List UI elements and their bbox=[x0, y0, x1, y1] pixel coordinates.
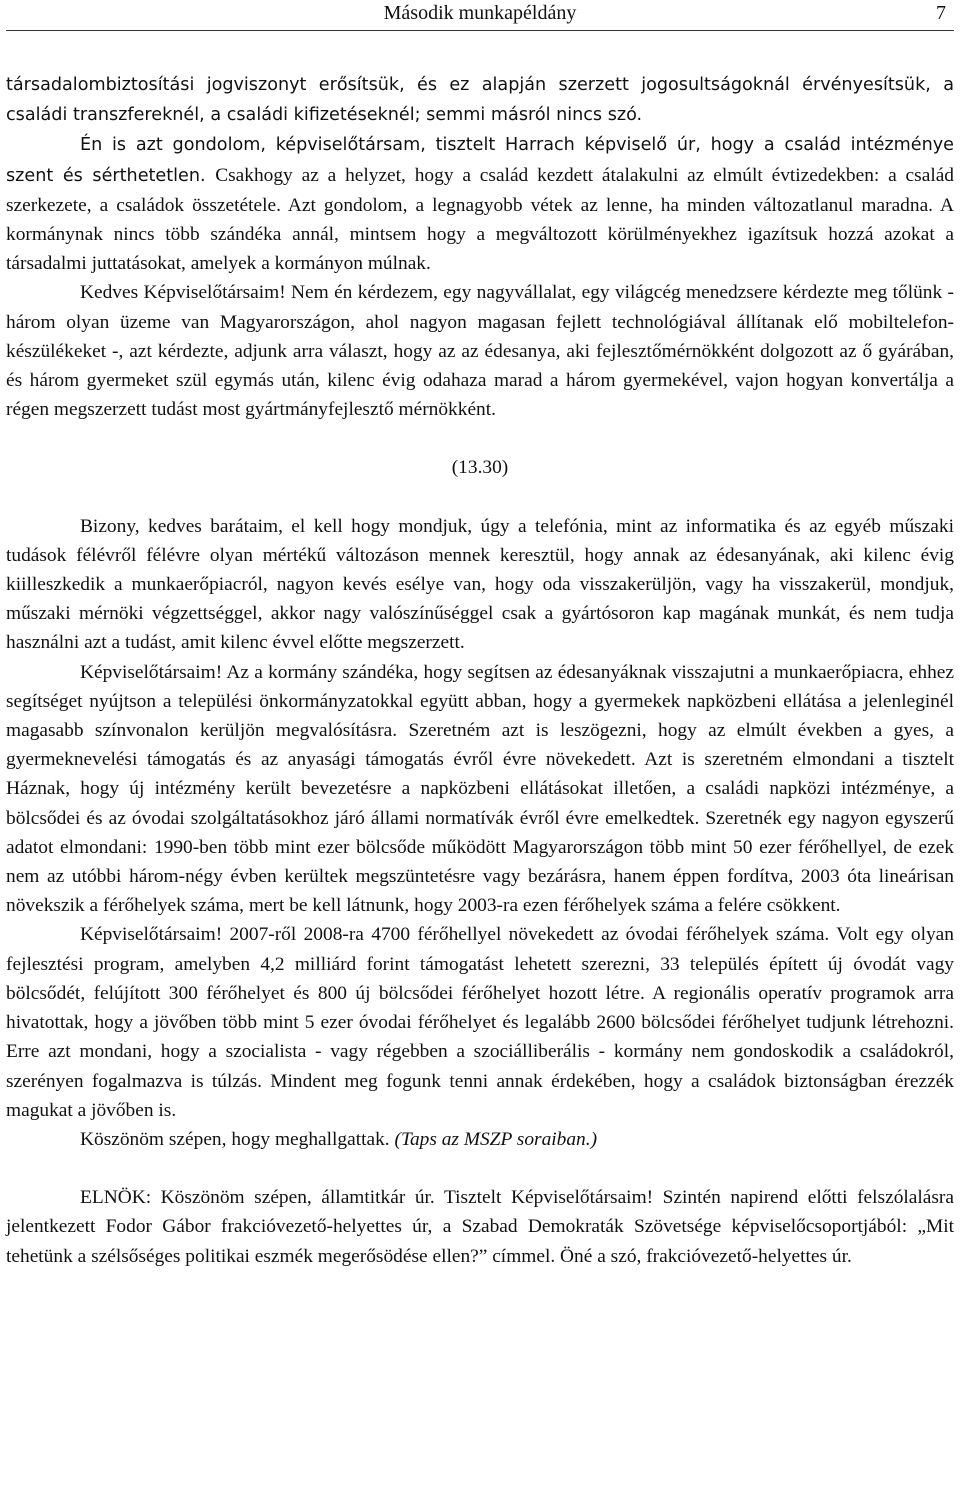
paragraph-4-text: Bizony, kedves barátaim, el kell hogy mondjuk, úgy a telefónia, mint az informatika és az egyéb műszaki tudások félévről félévre olyan mértékű változáson mennek keresztül, hogy annak az édesanyának, aki kilenc évig kiilleszkedik a munkaerőpiacról, nagyon kevés esélye van, hogy oda visszakerüljön, vagy ha visszakerül, mondjuk, műszaki mérnöki végzettséggel, akkor nagy valószínűséggel csak a gyártósoron kap magának munkát, és nem tudja használni azt a tudást, amit kilenc évvel előtte megszerzett. bbox=[6, 515, 954, 654]
page-number: 7 bbox=[936, 2, 946, 24]
paragraph-8 bbox=[6, 1183, 954, 1271]
running-header bbox=[6, 0, 954, 31]
paragraph-2-text-b: Csakhogy az a helyzet, hogy a család kezdett átalakulni az elmúlt évtizedekben: a család szerkezete, a családok összetétele. Azt gondolom, a legnagyobb vétek az lenne, ha minden változatlanul maradna. bbox=[6, 164, 955, 216]
paragraph-7-text: Köszönöm szépen, hogy meghallgattak. bbox=[80, 1128, 395, 1150]
paragraph-4 bbox=[6, 512, 954, 658]
paragraph-3-text: Kedves Képviselőtársaim! Nem én kérdezem, egy nagyvállalat, egy világcég menedzsere kérdezte meg tőlünk - három olyan üzeme van Magyarországon, ahol nagyon magasan fejlett technológiával állítanak elő mobiltelefon-készülékeket -, azt kérdezte, adjunk arra választ, hogy az az édesanya, aki fejlesztőmérnökként dolgozott az ő gyárában, és három gyermeket szül egymás után, kilenc évig odahaza marad a három gyermekével, vajon hogyan konvertálja a régen megszerzett tudást most gyártmányfejlesztő mérnökként. bbox=[6, 282, 954, 421]
paragraph-7 bbox=[6, 1125, 954, 1154]
paragraph-2-text-a: Én is azt gondolom, képviselőtársam, tisztelt Harrach képviselő úr, hogy a család intézménye szent és sérthetetlen. bbox=[6, 135, 954, 186]
paragraph-6 bbox=[6, 920, 954, 1124]
timestamp: (13.30) bbox=[451, 457, 509, 479]
paragraph-8-text: ELNÖK: Köszönöm szépen, államtitkár úr. Tisztelt Képviselőtársaim! Szintén napirend előtti felszólalásra jelentkezett Fodor Gábor frakcióvezető-helyettes úr, a Szabad Demokraták Szövetsége képviselőcsoportjából: „Mit tehetünk a szélsőséges politikai eszmék megerősödése ellen?” címmel. Öné a szó, frakcióvezető-helyettes úr. bbox=[6, 1187, 954, 1267]
paragraph-2 bbox=[6, 130, 954, 278]
stage-direction: (Taps az MSZP soraiban.) bbox=[394, 1128, 598, 1150]
paragraph-2-text-c: A kormánynak nincs több szándéka annál, mintsem hogy a megváltozott körülményekhez igazítsuk hozzá azokat a társadalmi juttatásokat, amelyek a kormányon múlnak. bbox=[6, 194, 954, 275]
paragraph-1-text: társadalombiztosítási jogviszonyt erősítsük, és ez alapján szerzett jogosultságoknál érvényesítsük, a családi transzfereknél, a családi kifizetéseknél; semmi másról nincs szó. bbox=[6, 75, 954, 126]
header-title: Második munkapéldány bbox=[383, 2, 577, 24]
paragraph-3 bbox=[6, 278, 954, 424]
paragraph-5 bbox=[6, 658, 954, 921]
paragraph-5-text: Képviselőtársaim! Az a kormány szándéka, hogy segítsen az édesanyáknak visszajutni a munkaerőpiacra, ehhez segítséget nyújtson a települési önkormányzatokkal együtt abban, hogy a gyermekek napközbeni ellátása a jelenleginél magasabb színvonalon kerüljön megvalósításra. Szeretném azt is leszögezni, hogy az elmúlt években a gyes, a gyermeknevelési támogatás és az anyasági támogatás évről évre növekedett. Azt is szeretném elmondani a tisztelt Háznak, hogy új intézmény került bevezetésre a napközbeni ellátásokat illetően, a családi napközi intézménye, a bölcsődei és az óvodai szolgáltatásokhoz járó állami normatívák évről évre emelkedtek. Szeretnék egy nagyon egyszerű adatot elmondani: 1990-ben több mint ezer bölcsőde működött Magyarországon több mint 50 ezer férőhellyel, de ezek nem az utóbbi három-négy évben kerültek megszüntetésre vagy bezárásra, hanem éppen fordítva, 2003 óta lineárisan növekszik a férőhelyek száma, mert be kell látnunk, hogy 2003-ra ezen férőhelyek száma a felére csökkent. bbox=[6, 661, 954, 917]
document-body bbox=[6, 70, 954, 1271]
paragraph-6-text: Képviselőtársaim! 2007-ről 2008-ra 4700 férőhellyel növekedett az óvodai férőhelyek száma. Volt egy olyan fejlesztési program, amelyben 4,2 milliárd forint támogatást lehetett szerezni, 33 település épített új óvodát vagy bölcsődét, felújított 300 férőhelyet és 800 új bölcsődei férőhelyet hozott létre. A regionális operatív programok arra hivatottak, hogy a jövőben több mint 5 ezer óvodai férőhelyet és legalább 2600 bölcsődei férőhelyet tudjunk létrehozni. Erre azt mondani, hogy a szocialista - vagy régebben a szociálliberális - kormány nem gondoskodik a családokról, szerényen fogalmazva is túlzás. Mindent meg fogunk tenni annak érdekében, hogy a családok biztonságban érezzék magukat a jövőben is. bbox=[6, 924, 954, 1121]
paragraph-1 bbox=[6, 70, 954, 130]
